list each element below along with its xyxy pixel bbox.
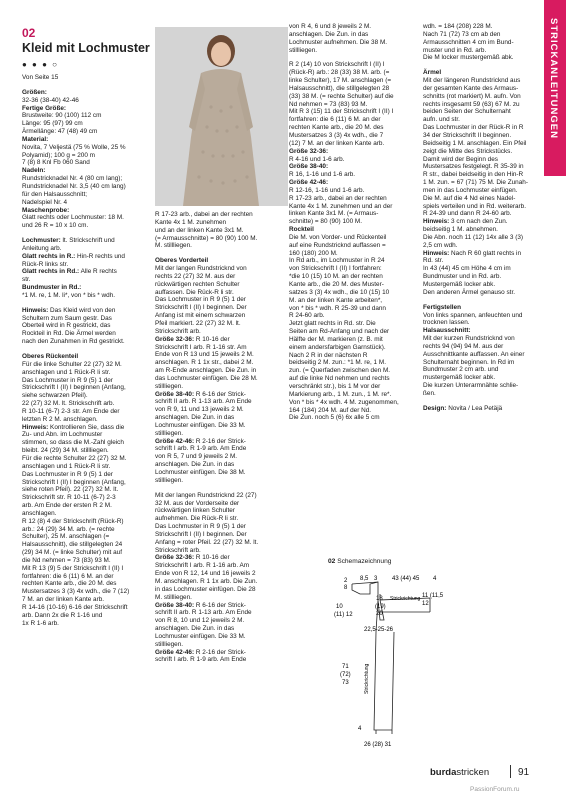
text-line: (29) 34 M. (= linke Schulter) mit auf <box>22 549 122 557</box>
text-line: zun. (= Querfaden zwischen den M. <box>289 367 391 375</box>
pattern-number: 02 <box>22 26 36 40</box>
text-line: Größe 42-46: R 2-16 der Strick- <box>155 648 246 656</box>
text-line: von R 9, 11 und 13 jeweils 2 M. <box>155 406 244 414</box>
text-line: Schulternaht beginnen. In Rd im <box>423 358 515 366</box>
text-line: Oberteil wird in R gestrickt, das <box>22 322 111 330</box>
text-line: Polyamid); 100 g = 200 m <box>22 151 95 159</box>
schema-outline <box>352 582 430 734</box>
text-line: anschlagen. Die Zun. in das <box>155 414 235 422</box>
text-line: rechts 94 (94) 94 M. aus der <box>423 342 504 350</box>
text-line: arb.: 24 (29) 34 M. arb. (= rechte <box>22 525 115 533</box>
text-line: Mit R 13 (9) 5 der Strickschrift I (II) I <box>22 564 124 572</box>
text-line: Lochmuster einfügen. Die 33 M. <box>155 632 246 640</box>
text-line: rechts 22 (27) 32 M. aus der <box>155 272 236 280</box>
dim-2: 2 <box>344 578 348 584</box>
text-line: Die M. auf die 4 Nd eines Nadel- <box>423 194 516 202</box>
text-line: Brustweite: 90 (100) 112 cm <box>22 112 102 120</box>
text-line: Armausschnitten 4 cm im Bund- <box>423 38 514 46</box>
text-line: Größe 32-36: <box>289 147 329 155</box>
text-line: Schultern zum Saum gestr. Das <box>22 314 112 322</box>
text-line: 7 M. an der linken Kante arb. <box>22 596 105 604</box>
dim-10: 10 <box>336 604 343 610</box>
text-line: Glatt rechts in R.: Hin-R rechts und <box>22 252 125 260</box>
text-line: Rück-R links str. <box>22 260 69 268</box>
text-line: stillliegen. <box>155 382 184 390</box>
text-line: Das Lochmuster in R 9 (5) 1 der <box>22 376 113 384</box>
text-line: Beidseitig 1 M. anschlagen. Ein Pfeil <box>423 139 527 147</box>
text-line: Ärmellänge: 47 (48) 49 cm <box>22 128 98 136</box>
page-number: 91 <box>518 767 530 778</box>
text-line: Anfang = roter Pfeil. 22 (27) 32 M. lt. <box>155 538 259 546</box>
text-line: anschlagen und 1 Rück-R li str. <box>22 462 111 470</box>
text-line: 1 M. zun. = 67 (71) 75 M. Die Zunah- <box>423 179 528 187</box>
text-line: Strickschrift I arb. R 1-16 str. Am <box>155 343 247 351</box>
dim-73: 73 <box>342 680 349 686</box>
dim-19: (19) <box>375 604 386 610</box>
text-line: Mustergemäß locker abk. <box>423 281 496 288</box>
text-line: Design: Novita / Lea Petäjä <box>423 404 503 412</box>
section-tab-label: STRICKANLEITUNGEN <box>548 18 559 139</box>
paragraph-gap <box>423 297 543 304</box>
text-line: siehe schwarzen Pfeil). <box>22 392 88 400</box>
schema-title: Schemazeichnung <box>337 558 392 565</box>
text-line: rechten Kante arb., die 20 M. des <box>22 580 117 588</box>
dim-4: 4 <box>433 576 437 582</box>
text-line: Fertige Größe: <box>22 104 67 112</box>
pattern-title: Kleid mit Lochmuster <box>22 41 150 55</box>
text-line: trocknen lassen. <box>423 319 470 327</box>
text-line: Kante 4x 1 M. zunehmen und an der <box>289 202 393 210</box>
text-line: R 10-11 (6-7) 2-3 str. Am Ende der <box>22 407 120 415</box>
text-line: stillliegen. <box>155 640 184 648</box>
text-line: Mit der kurzen Rundstricknd von <box>423 335 515 343</box>
text-line: Schulter), 25 M. anschlagen (= <box>22 533 110 541</box>
text-line: R 12-16, 1-16 und 1-6 arb. <box>289 186 365 194</box>
model-photo <box>155 27 288 206</box>
column-2 <box>155 211 290 664</box>
text-line: anschlagen. <box>22 509 57 517</box>
text-line: Zu- und Abn. im Lochmuster <box>22 431 103 439</box>
dim-18: 18 <box>376 596 383 602</box>
text-line: schnitts (rot markiert) M. aufn. Von <box>423 92 521 100</box>
dim-12: 12 <box>422 601 429 607</box>
text-line: Mit der langen Rundstricknd von <box>155 265 247 273</box>
text-line: Hälfte der M. markieren (z. B. mit <box>289 335 383 343</box>
text-line: R 2 (14) 10 von Strickschrift I (II) I <box>289 61 385 69</box>
text-line: stillliegen. <box>155 476 184 484</box>
text-line: Halsausschnitt), die stillgelegten 24 <box>22 541 123 549</box>
text-line: Von Seite 15 <box>22 74 59 81</box>
text-line: Novita, 7 Veljestä (75 % Wolle, 25 % <box>22 143 126 151</box>
text-line: das Lochmuster einfügen. Die 28 M. <box>155 374 258 382</box>
text-line: schnitte) = 80 (90) 100 M. <box>289 218 362 226</box>
text-line: 34 der Strickschrift II beginnen. <box>423 131 512 139</box>
text-line: Für die rechte Schulter 22 (27) 32 M. <box>22 454 127 462</box>
text-line: Mustersatzes 3 (3) 4x wdh., die 7 <box>289 131 384 139</box>
text-line: R 14-16 (10-16) 6-16 der Strickschrift <box>22 604 128 611</box>
text-line: Hinweis: Kontrollieren Sie, dass die <box>22 423 125 431</box>
text-line: Lochmuster aufnehmen. Die 38 M. <box>289 38 388 46</box>
text-line: schrift II arb. R 1-13 arb. Am Ende <box>155 398 252 406</box>
dim-4-bottom: 4 <box>358 726 362 732</box>
text-line: 32-36 (38-40) 42-46 <box>22 96 79 104</box>
text-line: von R 5, 7 und 9 jeweils 2 M. <box>155 453 238 461</box>
text-line: am R-Ende anschlagen. Die Zun. in <box>155 367 257 375</box>
text-line: Oberes Vorderteil <box>155 257 209 265</box>
text-line: mustergemäß locker abk. <box>423 374 496 382</box>
text-line: Größen: <box>22 88 47 96</box>
text-line: R 12 (8) 4 der Strickschrift (Rück-R) <box>22 517 124 525</box>
text-line: Mustersatzes 3 (3) 4x wdh., die 7 (12) <box>22 588 130 596</box>
text-line: Fertigstellen <box>423 303 461 311</box>
text-line: rechts insgesamt 59 (63) 67 M. zu <box>423 100 520 108</box>
schema-strickrichtung: Strickrichtung <box>390 596 421 602</box>
text-line: Strickschrift arb. <box>155 327 201 335</box>
text-line: anschlagen. Die Zun. in das <box>155 625 235 633</box>
text-line: R 24-60 arb. <box>289 312 325 320</box>
difficulty-rating: ● ● ● ○ <box>22 60 59 69</box>
text-line: Lochmuster einfügen. Die 38 M. <box>155 469 246 476</box>
text-line: Von links spannen, anfeuchten und <box>423 311 523 319</box>
text-line: 32 M. aus der Vorderseite der <box>155 499 240 507</box>
text-line: *die 10 (15) 10 M. an der rechten <box>289 273 383 281</box>
text-line: Rundstricknadel Nr. 3,5 (40 cm lang) <box>22 182 126 190</box>
text-line: von R 4, 6 und 8 jeweils 2 M. <box>289 23 372 30</box>
text-line: R str., dabei beidseitig in den Hin-R <box>423 171 524 179</box>
text-line: für den Halsausschnitt; <box>22 190 88 198</box>
text-line: men in das Lochmuster einfügen. <box>423 186 518 194</box>
dim-72: (72) <box>340 672 351 678</box>
text-line: zeigt die Mitte des Strickstücks. <box>423 147 513 155</box>
text-line: R 17-23 arb., dabei an der rechten <box>289 194 387 202</box>
text-line: spiels verteilen und in Rd. weiterarb. <box>423 202 527 210</box>
text-line: Rundstricknadel Nr. 4 (80 cm lang); <box>22 175 123 183</box>
text-line: Das Lochmuster in der Rück-R in R <box>423 124 524 132</box>
text-line: 2,5 cm wdh. <box>423 241 458 249</box>
paragraph-gap <box>22 82 150 89</box>
text-line: schrift I arb. R 1-9 arb. Am Ende <box>155 445 247 453</box>
text-line: R 24-39 und dann R 24-60 arb. <box>423 210 512 218</box>
text-line: M. anschlagen. R 1 1x arb. Die Zun. <box>155 577 258 585</box>
footer-divider <box>510 765 511 778</box>
text-line: anschlagen. Die Zun. in das <box>155 461 235 469</box>
brand-rest: stricken <box>456 767 490 778</box>
paragraph-gap <box>22 346 150 353</box>
text-line: In Rd arb., im Lochmuster in R 24 <box>289 257 385 265</box>
text-line: beiden Seiten der Schulternaht <box>423 108 511 116</box>
text-line: Strickschrift I (II) I beginnen. Der <box>155 304 247 312</box>
dim-71: 71 <box>342 664 349 670</box>
text-line: arb. Dann 2x die R 1-16 und <box>22 611 103 619</box>
text-line: auffassen. Die Rück-R li str. <box>155 288 234 296</box>
text-line: Jetzt glatt rechts in Rd. str. Die <box>289 320 376 328</box>
paragraph-gap <box>22 300 150 307</box>
magazine-brand <box>430 767 489 778</box>
text-line: Die Zun. noch 5 (6) 6x alle 5 cm <box>289 414 380 422</box>
text-line: Lochmuster einfügen. Die 33 M. <box>155 421 246 429</box>
text-line: M. an der linken Kante arbeiten*, <box>289 296 383 304</box>
text-line: Ärmel <box>423 69 442 77</box>
text-line: Für die linke Schulter 22 (27) 32 M. <box>22 360 122 368</box>
text-line: linken Kante 3x1 M. (= Armaus- <box>289 210 379 218</box>
text-line: Rockteil <box>289 226 314 234</box>
text-line: Lochmuster: lt. Strickschrift und <box>22 237 115 245</box>
text-line: die Nd nehmen = 73 (83) 93 M. <box>22 556 111 564</box>
text-line: Bundmuster 2 cm arb. und <box>423 366 499 374</box>
text-line: Das Lochmuster in R 9 (5) 1 der <box>22 470 113 478</box>
text-line: Größe 42-46: R 2-16 der Strick- <box>155 437 246 445</box>
watermark: PassionForum.ru <box>470 786 520 793</box>
text-line: Die M. von Vorder- und Rückenteil <box>289 233 387 241</box>
text-line: Pfeil markiert. 22 (27) 32 M. lt. <box>155 319 241 327</box>
text-line: schrift I arb. R 1-9 arb. Am Ende <box>155 656 247 664</box>
text-line: muster und in Rd. arb. <box>423 46 487 54</box>
text-line: Ende von R 13 und 15 jeweils 2 M. <box>155 351 254 359</box>
text-line: (= Armausschnitte) = 80 (90) 100 M. <box>155 234 258 242</box>
schema-number: 02 <box>328 558 336 565</box>
dim-43: 43 (44) 45 <box>392 576 420 582</box>
text-line: in das Lochmuster einfügen. Die 28 <box>155 585 256 593</box>
text-line: Größe 38-40: R 6-16 der Strick- <box>155 390 246 398</box>
text-line: fortfahren: die 6 (11) 6 M. an der <box>22 572 114 580</box>
text-line: 160 (180) 200 M. <box>289 249 338 257</box>
dim-20: 20 <box>376 611 383 617</box>
text-line: bleibt. 24 (29) 34 M. stillliegen. <box>22 447 109 455</box>
text-line: Rd. str. <box>423 257 444 265</box>
dim-26: 26 (28) 31 <box>364 742 392 748</box>
text-line: verschränkt str.), bis 1 M vor der <box>289 382 381 390</box>
text-line: Bundmuster und in Rd. arb. <box>423 273 502 281</box>
text-line: Größe 38-40: R 6-16 der Strick- <box>155 601 246 609</box>
text-line: Die M locker mustergemäß abk. <box>423 54 514 62</box>
text-line: Bundmuster in Rd.: <box>22 284 82 292</box>
paragraph-gap <box>22 230 150 237</box>
text-line: M. stillliegen. <box>155 593 192 601</box>
paragraph-gap <box>155 485 290 492</box>
text-line: stillliegen. <box>155 429 184 437</box>
text-line: anschlagen und 1 Rück-R li str. <box>22 368 111 376</box>
text-line: Strickschrift I (II) I beginnen. Der <box>155 530 247 538</box>
text-line: von Strickschrift I (II) I fortfahren: <box>289 265 382 273</box>
dim-8-5: 8,5 <box>360 576 369 582</box>
text-line: rückwärtigen rechten Schulter <box>155 280 240 288</box>
text-line: Das Lochmuster in R 9 (5) 1 der <box>155 296 246 304</box>
text-line: linke Schulter), 17 M. anschlagen (= <box>289 77 392 85</box>
text-line: Ende von R 12, 14 und 16 jeweils 2 <box>155 570 256 578</box>
text-line: Größe 38-40: <box>289 163 329 171</box>
text-line: Mit der längeren Rundstricknd aus <box>423 77 521 85</box>
column-4 <box>423 23 543 413</box>
text-line: Maschenprobe: <box>22 206 70 214</box>
text-line: Halsausschnitt: <box>423 327 471 335</box>
text-line: Anfang ist mit einem schwarzen <box>155 312 246 320</box>
text-line: Rockteil in Rd. Die Ärmel werden <box>22 330 116 338</box>
text-line: (Rück-R) arb.: 28 (33) 38 M. arb. (= <box>289 69 390 77</box>
text-line: und 26 R = 10 x 10 cm. <box>22 222 89 230</box>
text-line: anschlagen. Die Zun. in das <box>289 30 369 38</box>
text-line: Markierung arb., 1 M. zun., 1 M. re*. <box>289 390 392 398</box>
text-line: Nadeln: <box>22 167 46 175</box>
text-line: R 16, 1-16 und 1-6 arb. <box>289 171 356 179</box>
text-line: der gesamten Kante des Armaus- <box>423 84 519 92</box>
text-line: Oberes Rückenteil <box>22 353 79 360</box>
text-line: letzten R 2 M. anschlagen. <box>22 415 98 423</box>
text-line: satzes 3 (3) 4x wdh., die 10 (15) 10 <box>289 288 390 296</box>
text-line: siehe roten Pfeil). 22 (27) 32 M. lt. <box>22 486 119 494</box>
text-line: von R 8, 10 und 12 jeweils 2 M. <box>155 617 245 625</box>
text-line: und an der linken Kante 3x1 M. <box>155 226 244 234</box>
text-line: Damit wird der Beginn des <box>423 155 498 163</box>
text-line: aufn. und str. <box>423 116 460 124</box>
text-line: *1 M. re, 1 M. li*, von * bis * wdh. <box>22 291 116 299</box>
paragraph-gap <box>289 54 421 61</box>
text-line: Strickschrift arb. <box>155 546 201 554</box>
text-line: Die kurzen Unterarmnähte schlie- <box>423 382 519 390</box>
text-line: Das Lochmuster in R 9 (5) 1 der <box>155 523 246 531</box>
schema-caption <box>328 558 391 565</box>
text-line: beidseitig 1 M. abnehmen. <box>423 226 498 234</box>
text-line: str. <box>22 276 31 284</box>
text-line: 22 (27) 32 M. lt. Strickschrift arb. <box>22 400 115 408</box>
text-line: Nach 2 R in der nächsten R <box>289 351 368 359</box>
text-line: 1x R 1-6 arb. <box>22 619 59 627</box>
text-line: fortfahren: die 6 (11) 6 M. an der <box>289 116 381 124</box>
text-line: auf die linke Nd nehmen und rechts <box>289 375 390 383</box>
text-line: schrift II arb. R 1-13 arb. Am Ende <box>155 609 252 617</box>
text-line: Strickschrift I (II) I beginnen (Anfang, <box>22 384 126 392</box>
text-line: (12) 7 M. an der linken Kante arb. <box>289 139 385 147</box>
text-line: Ausschnittkante auffassen. An einer <box>423 350 525 358</box>
text-line: Den anderen Ärmel genauso str. <box>423 288 516 296</box>
text-line: beidseitig 2 M. zun.: *1 M. re, 1 M. <box>289 359 386 367</box>
text-line: Strickschrift str. R 10-11 (6-7) 2-3 <box>22 494 116 502</box>
text-line: Kante arb., die 20 M. des Muster- <box>289 281 384 288</box>
text-line: 164 (184) 204 M. auf der Nd. <box>289 406 372 414</box>
section-tab <box>544 0 566 176</box>
text-line: einem andersfarbigen Garnstück). <box>289 343 386 351</box>
text-line: Nadelspiel Nr. 4 <box>22 198 68 206</box>
text-line: Anleitung arb. <box>22 244 62 252</box>
text-line: Mit R 3 (15) 11 der Strickschrift I (II) I <box>289 108 394 116</box>
schema-strickrichtung-vertical: Strickrichtung <box>364 663 370 694</box>
text-line: Die Abn. noch 11 (12) 14x alle 3 (3) <box>423 233 524 241</box>
dim-22-5: 22,5-25-26 <box>364 627 394 633</box>
paragraph-gap <box>155 250 290 257</box>
text-line: Nd nehmen = 73 (83) 93 M. <box>289 100 368 108</box>
paragraph-gap <box>423 62 543 69</box>
text-line: stillliegen. <box>289 46 318 54</box>
text-line: Hinweis: Nach R 60 glatt rechts in <box>423 249 522 257</box>
text-line: Größe 32-36: R 10-16 der <box>155 554 230 562</box>
text-line: R 17-23 arb., dabei an der rechten <box>155 211 253 218</box>
text-line: Mustersatzes festgelegt. R 35-39 in <box>423 163 524 171</box>
text-line: Kante 4x 1 M. zunehmen <box>155 218 227 226</box>
text-line: von * bis * wdh. R 25-39 und dann <box>289 304 386 312</box>
text-line: ßen. <box>423 389 436 397</box>
text-line: nach den Zunahmen in Rd gestrickt. <box>22 338 125 346</box>
text-line: Glatt rechts in Rd.: Alle R rechts <box>22 268 117 276</box>
text-line: stimmen, so dass die M.-Zahl gleich <box>22 439 124 447</box>
text-line: rückwärtigen linken Schulter <box>155 507 235 515</box>
text-line: Material: <box>22 135 49 143</box>
text-line: Glatt rechts oder Lochmuster: 18 M. <box>22 214 124 222</box>
text-line: Nach 71 (72) 73 cm ab den <box>423 30 501 38</box>
text-line: Größe 32-36: R 10-16 der <box>155 335 230 343</box>
text-line: Länge: 95 (97) 99 cm <box>22 120 83 128</box>
text-line: M. stillliegen. <box>155 242 192 250</box>
dim-11-11-5: 11 (11,5 <box>422 593 444 599</box>
text-line: auf eine Rundstricknd auffassen = <box>289 241 386 249</box>
text-line: Größe 42-46: <box>289 179 329 187</box>
text-line: arb. Am Ende der ersten R 2 M. <box>22 502 112 510</box>
paragraph-gap <box>423 398 543 405</box>
text-line: Halsausschnitt), die stillgelegten 28 <box>289 84 390 92</box>
text-line: anschlagen. R 1 1x str., dabei 2 M. <box>155 359 254 367</box>
text-line: Mit der langen Rundstricknd 22 (27) <box>155 491 257 499</box>
text-line: Seiten am Rd-Anfang und nach der <box>289 328 390 336</box>
text-line: rechten Kante arb., die 20 M. des <box>289 124 384 132</box>
schematic-drawing <box>330 572 444 752</box>
dim-3: 3 <box>374 576 378 582</box>
text-line: R 4-16 und 1-6 arb. <box>289 155 345 163</box>
text-line: wdh. = 184 (208) 228 M. <box>423 23 493 30</box>
dim-11: (11) 12 <box>334 612 353 618</box>
text-line: (33) 38 M. (= rechte Schulter) auf die <box>289 92 394 100</box>
text-line: 7 (8) 8 Knl Fb 060 Sand <box>22 159 90 167</box>
brand-bold: burda <box>430 767 457 778</box>
dim-8: 8 <box>344 585 348 591</box>
text-line: Von * bis * 4x wdh. 4 M. zugenommen, <box>289 398 399 406</box>
column-1 <box>22 74 150 628</box>
text-line: In 43 (44) 45 cm Höhe 4 cm im <box>423 265 511 273</box>
text-line: aufnehmen. Die Rück-R li str. <box>155 515 239 523</box>
text-line: Hinweis: Das Kleid wird von den <box>22 306 116 314</box>
text-line: Strickschrift I (II) I beginnen (Anfang, <box>22 478 126 486</box>
column-3 <box>289 23 421 422</box>
text-line: Strickschrift I arb. R 1-16 arb. Am <box>155 562 250 570</box>
text-line: Hinweis: 3 cm nach den Zun. <box>423 218 508 226</box>
